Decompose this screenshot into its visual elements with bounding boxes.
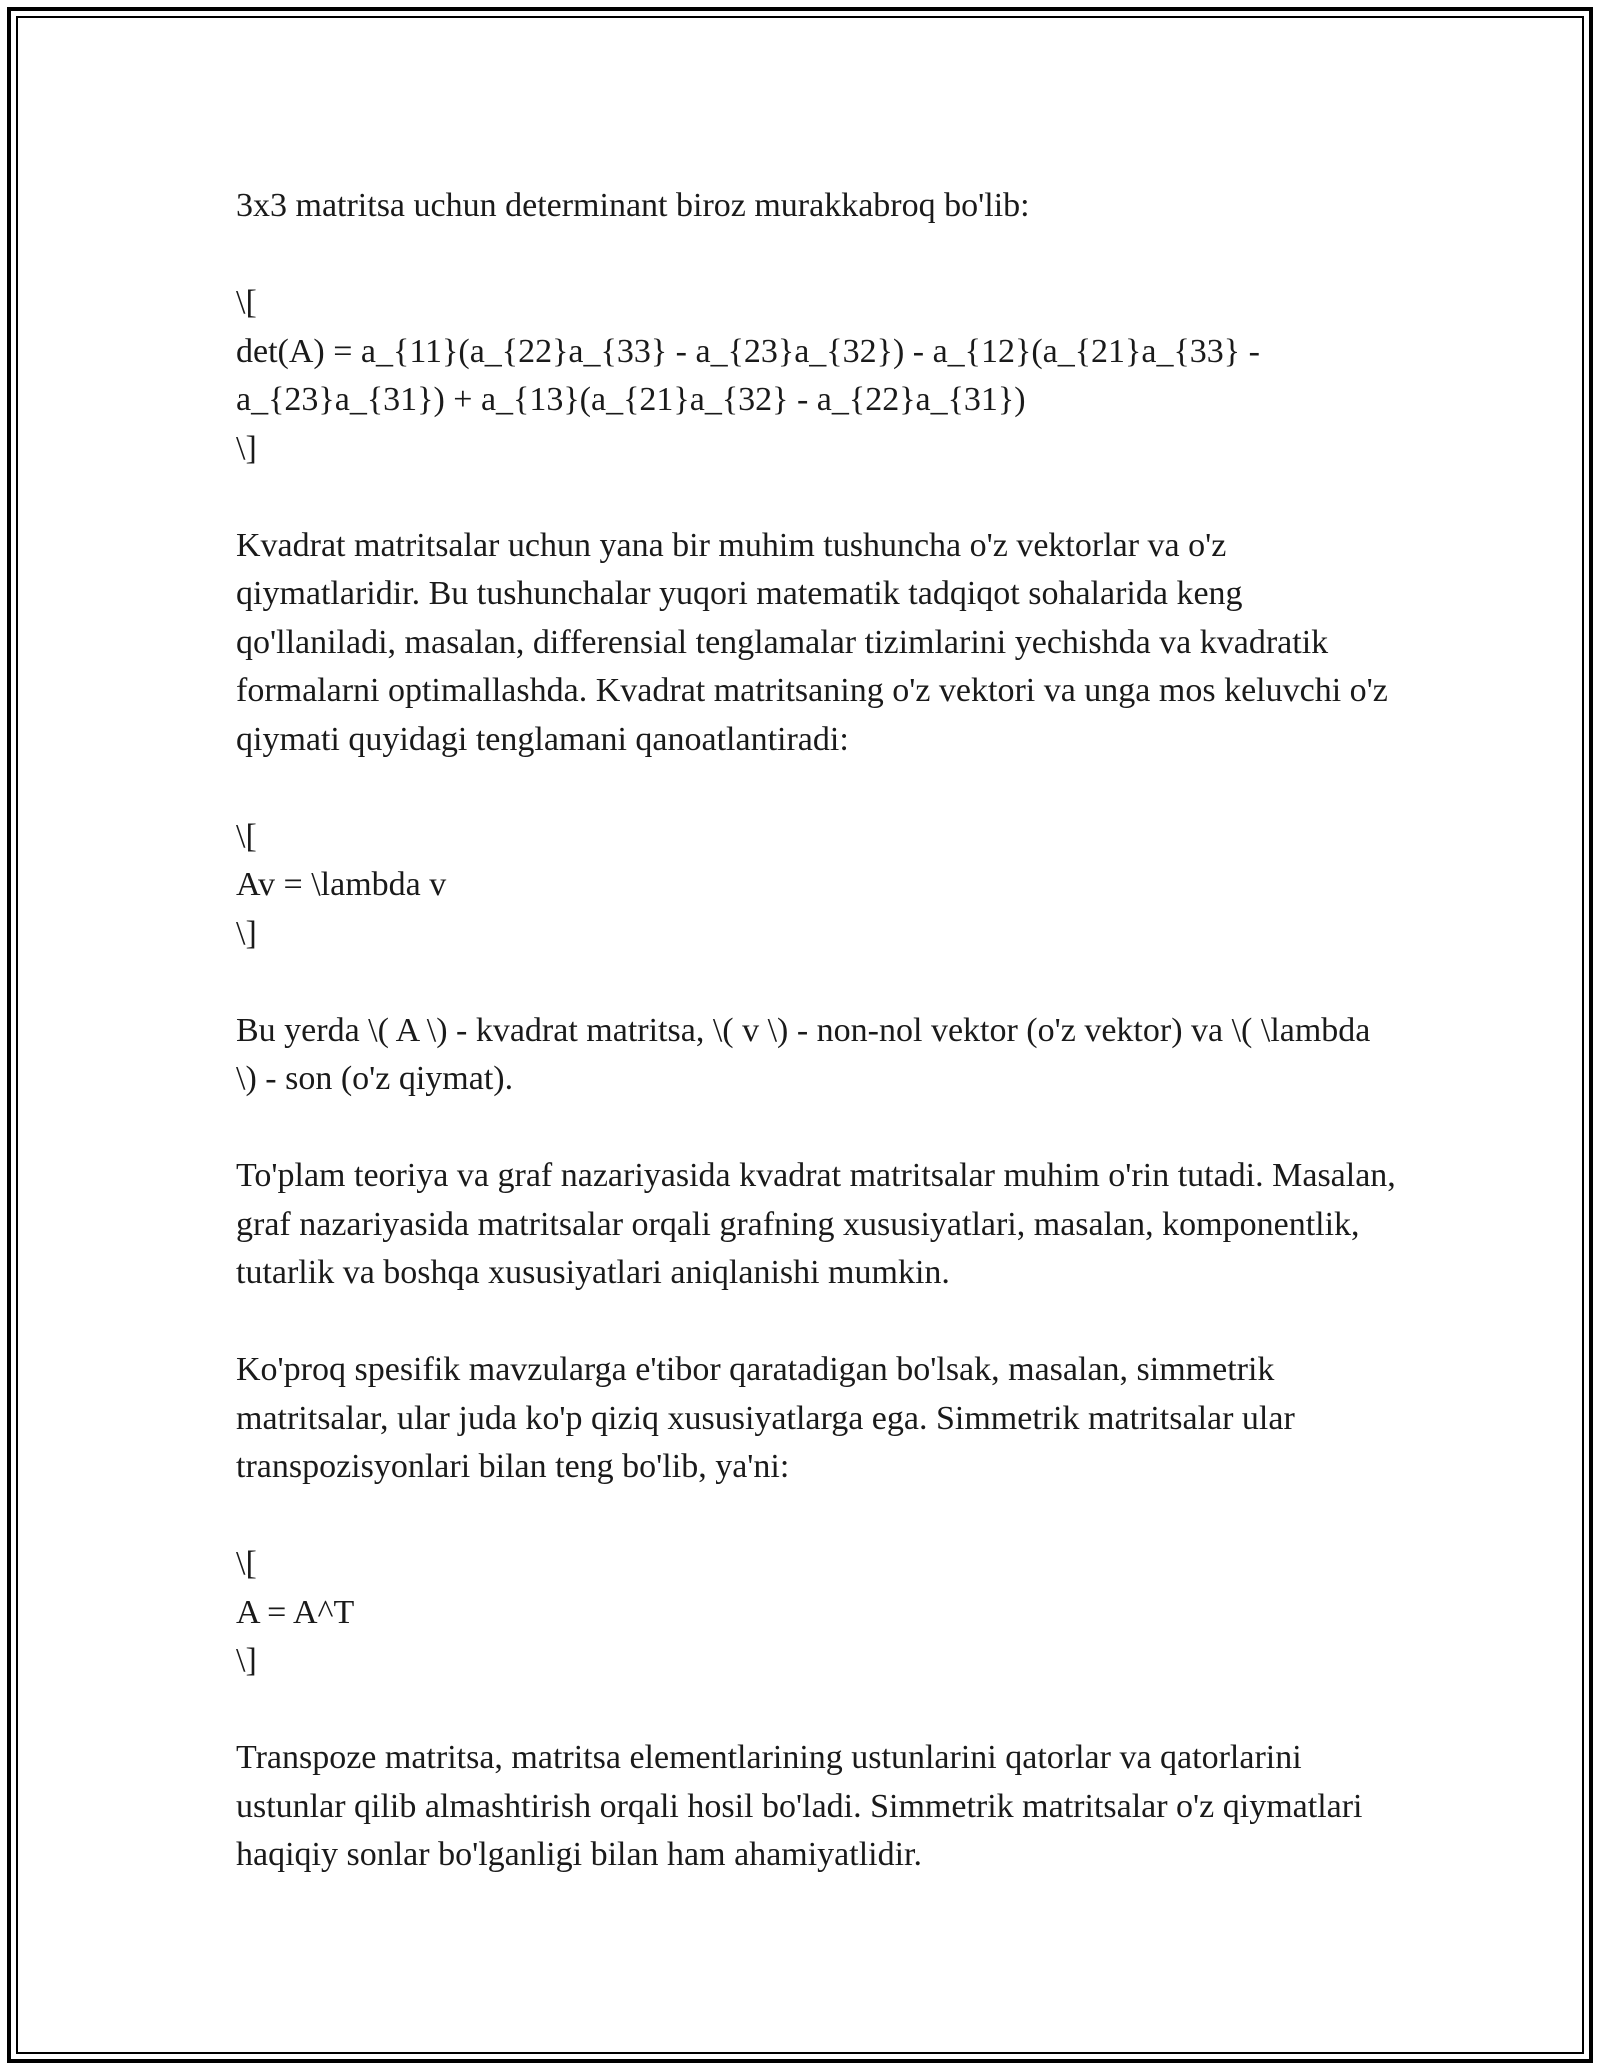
paragraph-eigen-definition: Bu yerda \( A \) - kvadrat matritsa, \( v \) - non-nol vektor (o'z vektor) va \( \lambda \) - son (o'z qiymat). xyxy=(236,1011,1371,1097)
paragraph-eigen-concepts: Kvadrat matritsalar uchun yana bir muhim tushuncha o'z vektorlar va o'z qiymatlaridir. Bu tushunchalar yuqori matematik tadqiqot sohalarida keng qo'llaniladi, masalan, differensial tenglamalar tizimlarini yechishda va kvadratik formalarni optimallashda. Kvadrat matritsaning o'z vektori va unga mos keluvchi o'z qiymati quyidagi tenglamani qanoatlantiradi: xyxy=(236,526,1388,758)
paragraph-graph-theory: To'plam teoriya va graf nazariyasida kvadrat matritsalar muhim o'rin tutadi. Masalan, graf nazariyasida matritsalar orqali grafning xususiyatlari, masalan, komponentlik, tutarlik va boshqa xususiyatlari aniqlanishi mumkin. xyxy=(236,1157,1396,1291)
equation-symmetric: \[ A = A^T \] xyxy=(236,1545,355,1679)
equation-determinant-3x3: \[ det(A) = a_{11}(a_{22}a_{33} - a_{23}a_{32}) - a_{12}(a_{21}a_{33} - a_{23}a_{31}) + a_{13}(a_{21}a_{32} - a_{22}a_{31}) \] xyxy=(236,284,1260,467)
equation-eigen: \[ Av = \lambda v \] xyxy=(236,817,447,952)
paragraph-transpose: Transpoze matritsa, matritsa elementlarining ustunlarini qatorlar va qatorlarini ustunlar qilib almashtirish orqali hosil bo'ladi. Simmetrik matritsalar o'z qiymatlari haqiqiy sonlar bo'lganligi bilan ham ahamiyatlidir. xyxy=(236,1739,1363,1873)
document-body xyxy=(236,182,1396,1880)
paragraph-intro: 3x3 matritsa uchun determinant biroz murakkabroq bo'lib: xyxy=(236,187,1030,224)
paragraph-symmetric-matrices: Ko'proq spesifik mavzularga e'tibor qaratadigan bo'lsak, masalan, simmetrik matritsalar, ular juda ko'p qiziq xususiyatlarga ega. Simmetrik matritsalar ular transpozisyonlari bilan teng bo'lib, ya'ni: xyxy=(236,1351,1295,1485)
